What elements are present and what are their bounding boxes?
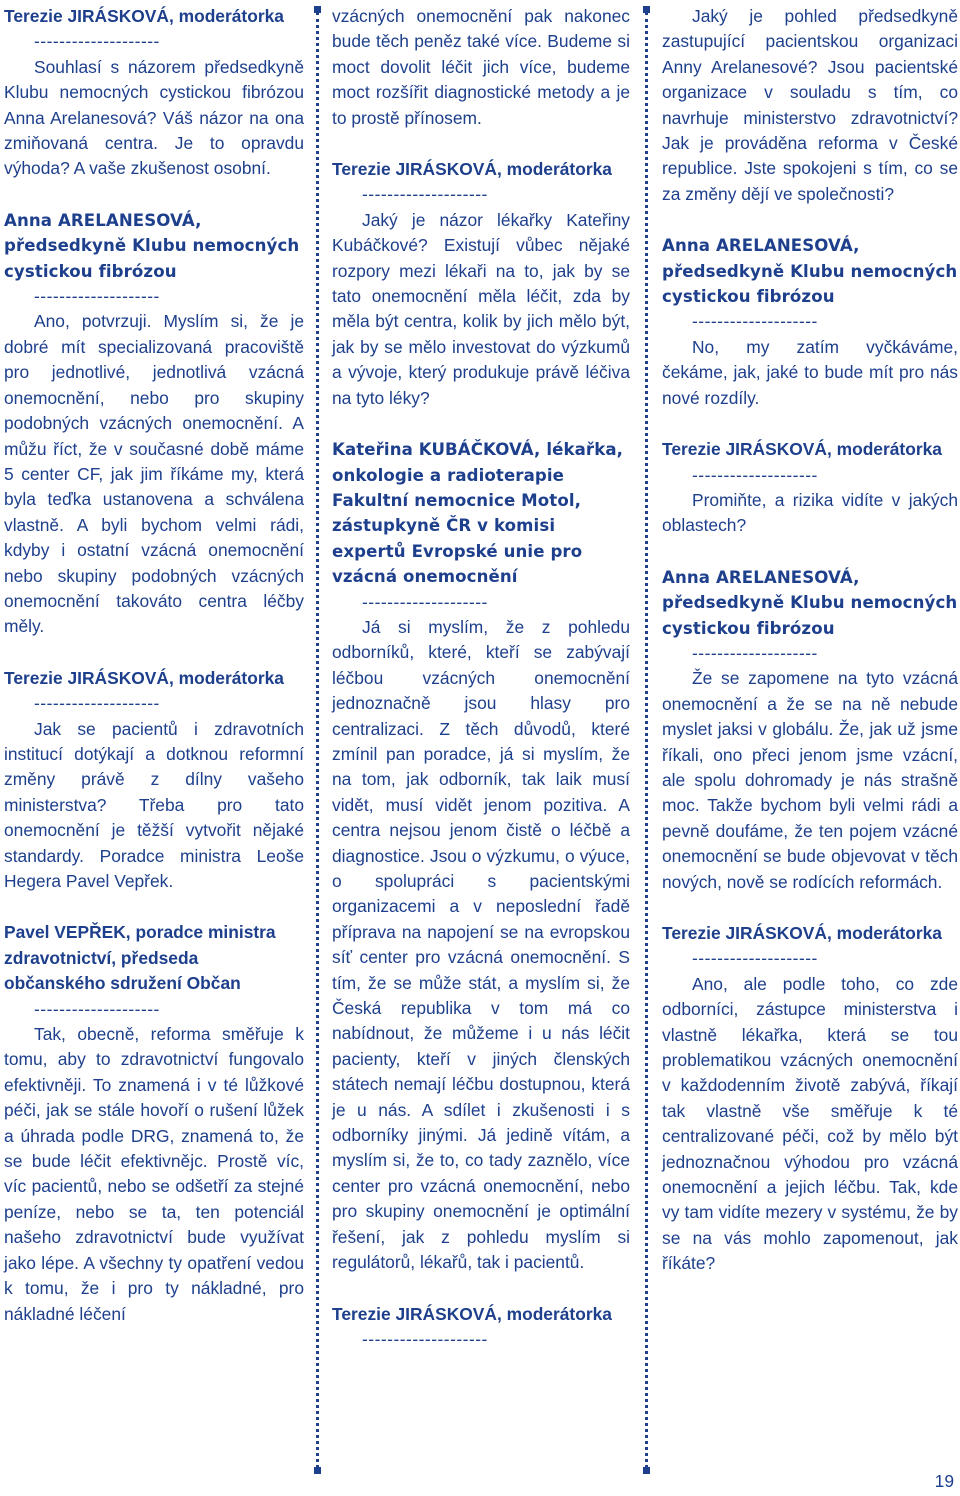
speech-text: vzácných onemocnění pak nakonec bude těch peněz také více. Budeme si moct dovolit léčit jich více, budeme moct rozšířit diagnostické metody a je to prostě přínosem. [332,6,630,128]
column-3 [662,4,958,1303]
speech-text: Ano, potvrzuji. Myslím si, že je dobré mít specializovaná pracoviště pro jednotlivé, jednotlivá vzácná onemocnění, nebo pro skupiny podobných vzácných onemocnění. A můžu říct, že v současné době máme 5 center CF, jak jim říkáme my, která byla teďka ustanovena a schválena vlastně. A byli bychom velmi rádi, kdyby i ostatní vzácná onemocnění nebo skupiny podobných vzácných onemocnění takováto centra léčby měly. [4,311,304,637]
speech-text: Promiňte, a rizika vidíte v jakých oblastech? [662,489,958,536]
speech-text: Jaký je pohled předsedkyně zastupující pacientskou organizaci Anny Arelanesové? Jsou pacientské organizace v souladu s tím, co navrhuje ministerstvo zdravotnictví? Jak je prováděna reforma v České republice. Jste spokojeni s tím, co se za změny dějí ve společnosti? [662,6,958,204]
speech-text: Jak se pacientů i zdravotních institucí dotýkají a dotknou reformní změny právě z dílny vašeho ministerstva? Třeba pro tato onemocnění je těžší vytvořit nějaké standardy. Poradce ministra Leoše Hegera Pavel Vepřek. [4,718,304,891]
interview-block [662,233,958,411]
speaker-name: Terezie JIRÁSKOVÁ, moderátorka [332,159,612,180]
interview-block [4,920,304,1327]
speech-text: Já si myslím, že z pohledu odborníků, které, kteří se zabývají léčbou vzácných onemocnění jednoznačně jsou hlasy pro centralizaci. Z těch důvodů, které zmínil pan poradce, já si myslím, že na tom, jak odborník, tak laik musí vidět, musí vidět jenom pozitiva. A centra nejsou jenom čistě o léčbě a diagnostice. Jsou o výzkumu, o výuce, o spolupráci s pacientskými organizacemi a v neposlední řadě příprava na napojení se na evropskou síť center pro vzácná onemocnění. S tím, že se může stát, a myslím si, že Česká republika v tom má co nabídnout, že můžeme i u nás léčit pacienty, kteří v jiných členských státech nemají léčbu dostupnou, která je u nás. A sdílet i zkušenosti i s odborníky jinými. Já jedině vítám, a myslím si, že to, co tady zaznělo, více center pro vzácná onemocnění, nebo pro skupiny onemocnění je optimální řešení, jak z pohledu myslím si regulátorů, lékařů, tak i pacientů. [332,616,630,1273]
interview-block [4,208,304,640]
speech-text: No, my zatím vyčkáváme, čekáme, jak, jaké to bude mít pro nás nové rozdíly. [662,336,958,408]
speech-text: Tak, obecně, reforma směřuje k tomu, aby to zdravotnictví fungovalo efektivněji. To znamená i v té lůžkové péči, jak se stále hovoří o rušení lůžek a úhrada podle DRG, znamená to, že se bude léčit efektivnějc. Prostě víc, víc pacientů, nebo se odšetří za stejné peníze, nebo se ta, ten potenciál našeho zdravotnictví bude využívat jako lépe. A všechny ty opatření vedou k tomu, že i pro ty nákladné, pro nákladné léčení [4,1024,304,1324]
speaker-name: Anna ARELANESOVÁ, předsedkyně Klubu nemocných cystickou fibrózou [662,567,958,638]
interview-block [662,921,958,1277]
speech-text: Ano, ale podle toho, co zde odborníci, zástupce ministerstva i vlastně lékařka, která se tou problematikou vzácných onemocnění v každodenním životě zabývá, říkají tak vlastně vše směřuje k té centralizované péči, což by mělo být jednoznačnou výhodou pro vzácná onemocnění a jejich léčbu. Tak, kde vy tam vidíte mezery v systému, že by se na vás mohlo zapomenout, jak říkáte? [662,973,958,1274]
speaker-name: Terezie JIRÁSKOVÁ, moderátorka [4,6,284,26]
interview-block [332,157,630,411]
speaker-name: Kateřina KUBÁČKOVÁ, lékařka, onkologie a radioterapie Fakultní nemocnice Motol, zástupkyně ČR v komisi expertů Evropské unie pro vzácná onemocnění [332,440,624,587]
speaker-name: Terezie JIRÁSKOVÁ, moderátorka [662,923,942,943]
column-divider-left [316,12,319,1468]
separator: -------------------- [34,286,160,307]
speaker-name: Terezie JIRÁSKOVÁ, moderátorka [4,667,284,688]
separator: -------------------- [692,948,818,969]
separator: -------------------- [362,1328,488,1349]
interview-block [662,4,958,207]
separator: -------------------- [34,998,160,1019]
speech-text: Že se zapomene na tyto vzácná onemocnění a že se na ně nebude myslet jaksi v globálu. Že, jak už jsme říkali, ono přeci jenom jsme vzácní, ale spolu dohromady je nás strašně moc. Takže bychom byli velmi rádi a pevně doufáme, že ten pojem vzácné onemocnění se bude objevovat v těch nových, nově se rodících reformách. [662,668,958,892]
interview-block [4,4,304,182]
column-2 [332,4,630,1378]
speech-text: Jaký je názor lékařky Kateřiny Kubáčkové? Existují vůbec nějaké rozpory mezi lékaři na to, jak by se tato onemocnění měla léčit, zda by měla být centra, kolik by jich mělo být, jak by se mělo investovat do výzkumů a vývoje, který produkuje právě léčiva na tyto léky? [332,209,630,408]
speaker-name: Anna ARELANESOVÁ, předsedkyně Klubu nemocných cystickou fibrózou [4,210,300,281]
separator: -------------------- [692,464,818,485]
separator: -------------------- [692,311,818,332]
separator: -------------------- [692,642,818,663]
interview-block [332,4,630,131]
speaker-name: Pavel VEPŘEK, poradce ministra zdravotnictví, předseda občanského sdružení Občan [4,922,276,994]
speech-text: Souhlasí s názorem předsedkyně Klubu nemocných cystickou fibrózou Anna Arelanesová? Váš názor na ona zmiňovaná centra. Je to opravdu výhoda? A vaše zkušenost osobní. [4,56,304,179]
interview-block [662,565,958,895]
interview-block [662,437,958,539]
interview-block [332,437,630,1275]
column-divider-right [645,12,648,1468]
speaker-name: Terezie JIRÁSKOVÁ, moderátorka [662,439,942,460]
separator: -------------------- [34,693,160,714]
page-number: 19 [934,1471,954,1491]
speaker-name: Terezie JIRÁSKOVÁ, moderátorka [332,1303,612,1324]
speaker-name: Anna ARELANESOVÁ, předsedkyně Klubu nemocných cystickou fibrózou [662,236,958,307]
separator: -------------------- [34,31,160,52]
column-1 [4,4,304,1353]
separator: -------------------- [362,591,488,612]
interview-block [332,1302,630,1353]
interview-block [4,666,304,895]
separator: -------------------- [362,184,488,205]
